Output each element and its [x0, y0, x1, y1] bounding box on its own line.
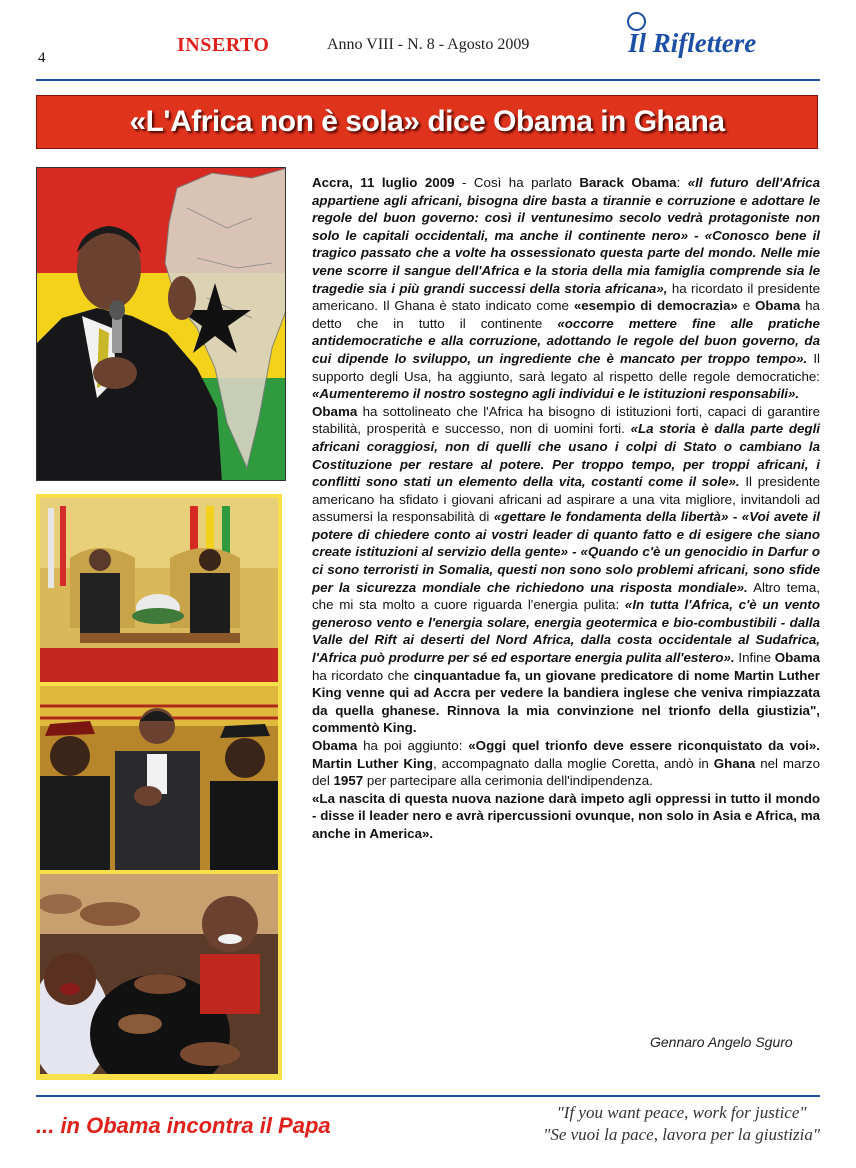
photo-crowd-embrace — [40, 874, 278, 1074]
bold-text: cinquantadue fa, un giovane predicatore di nome Martin Luther King venne qui ad Accra per vedere la bandiera inglese che veniva rimpiazzata da quella ghanese. Rinnova la mia convinzione nel trionfo della giustizia", commentò King. — [312, 667, 820, 736]
body-text: Altro tema, che mi sta molto a cuore riguarda l'energia pulita: — [312, 579, 820, 613]
quote-text: «occorre mettere fine alle pratiche antidemocratiche e alla corruzione, adottando le regole del buon governo, da cui dipende lo sviluppo, un ingrediente che è mancato per troppo tempo». — [312, 315, 820, 366]
bold-text: Ghana — [713, 755, 756, 771]
bold-text: «Oggi quel trionfo deve essere riconquistato da voi». Martin Luther King — [312, 738, 820, 771]
related-article-link[interactable]: ... in Obama incontra il Papa — [36, 1113, 331, 1138]
bold-text: «esempio di democrazia» — [573, 298, 738, 314]
article-body — [312, 174, 820, 843]
quote-text: «Conosco bene il tragico passato che a volte ha ossessionato questa parte del mondo. Nelle mie vene scorre il sangue dell'Africa e la storia della mia famiglia comprende sia le tragedie sia i più grandi successi della storia africana», — [312, 227, 821, 296]
body-text: e — [737, 298, 756, 314]
issue-info: Anno VIII - N. 8 - Agosto 2009 — [327, 36, 530, 53]
page-number: 4 — [38, 50, 46, 66]
body-text: ha poi aggiunto: — [357, 738, 469, 753]
body-text: , accompagnato dalla moglie Coretta, andò in — [433, 755, 714, 771]
brand-title: Il Riflettere — [628, 28, 757, 58]
bold-text: Barack Obama — [579, 175, 677, 190]
photo-collage-frame — [36, 494, 282, 1080]
body-text: Il presidente americano ha sfidato i giovani africani ad aspirare a una vita migliore, invitandoli ad assumersi la responsabilità di — [312, 474, 821, 525]
photo-obama-ceremony — [40, 686, 278, 870]
body-text: nel marzo del — [312, 755, 820, 789]
headline-text: «L'Africa non è sola» dice Obama in Ghana — [129, 105, 725, 138]
quote-text: «Il futuro dell'Africa appartiene agli africani, bisogna dire basta a tirannie e corruzione e adottare le regole del buon governo: così il ventunesimo secolo vedrà protagoniste non solo le capitali occidentali, ma anche il continente nero» — [312, 175, 821, 243]
bold-text: Obama — [755, 298, 801, 314]
quote-text: «gettare le fondamenta della libertà» - «Voi avete il potere di chiedere conto ai vostri leader di quanto fatto e di esigere che siano create istituzioni al servizio della gente» - «Quando c'è un genocidio in Darfur o ci sono terroristi in Somalia, questi non sono solo problemi africani, sono sfide per la sicurezza mondiale che richiedono una risposta mondiale». — [312, 509, 820, 595]
article-paragraph — [312, 174, 820, 403]
quote-text: «Aumenteremo il nostro sostegno agli individui e le istituzioni responsabili». — [312, 386, 800, 402]
footer-divider — [36, 1095, 820, 1097]
body-text: - Così ha parlato — [454, 175, 580, 190]
body-text: ha ricordato che — [312, 667, 414, 683]
body-text: : — [676, 175, 688, 190]
body-text: Il supporto degli Usa, ha aggiunto, sarà legato al rispetto delle regole democratiche: — [312, 350, 821, 384]
body-text: Infine — [734, 650, 775, 666]
article-paragraph — [312, 790, 820, 843]
bold-text: Obama — [312, 403, 358, 419]
photo-obama-meeting-president — [40, 498, 278, 682]
body-text: ha detto che in tutto il continente — [312, 298, 820, 331]
header-divider — [36, 79, 820, 81]
headline-banner — [36, 95, 818, 149]
section-label: INSERTO — [177, 34, 270, 56]
quote-text: «La storia è dalla parte degli africani coraggiosi, non di quelli che usano i colpi di Stato o cambiano la Costituzione per restare al potere. Per troppo tempo, per troppi africani, i conflitti sono stati un elemento della vita, costanti come il sole». — [312, 421, 820, 490]
bold-text: Obama — [312, 738, 358, 753]
article-author: Gennaro Angelo Sguro — [650, 1034, 793, 1050]
bold-text: Obama — [774, 650, 820, 666]
motto — [543, 1102, 820, 1146]
quote-text: «In tutta l'Africa, c'è un vento generoso vento e l'energia solare, energia geotermica e bio-combustibili - dalla Valle del Rift ai deserti del Nord Africa, dalla costa occidentale al Sudafrica, l'Africa può produrre per sé ed esportare energia pulita all'estero». — [312, 597, 821, 666]
bold-text: «La nascita di questa nuova nazione darà impeto agli oppressi in tutto il mondo - disse il leader nero e avrà ripercussioni ovunque, non solo in Asia e Africa, ma anche in America». — [312, 790, 820, 841]
bold-text: Accra, 11 luglio 2009 — [312, 175, 455, 190]
bold-text: - — [688, 227, 705, 243]
body-text: per partecipare alla cerimonia dell'indipendenza. — [363, 773, 653, 789]
bold-text: 1957 — [333, 773, 364, 789]
motto-english: "If you want peace, work for justice" — [556, 1103, 807, 1122]
article-paragraph — [312, 737, 820, 790]
motto-italian: "Se vuoi la pace, lavora per la giustizia" — [543, 1125, 820, 1144]
body-text: ha ricordato il presidente americano. Il Ghana è stato indicato come — [312, 280, 820, 314]
photo-obama-ghana-flag — [36, 167, 286, 481]
body-text: ha sottolineato che l'Africa ha bisogno di istituzioni forti, capaci di garantire stabilità, prosperità e successo, non di uomini forti. — [312, 403, 820, 437]
article-paragraph — [312, 403, 820, 737]
